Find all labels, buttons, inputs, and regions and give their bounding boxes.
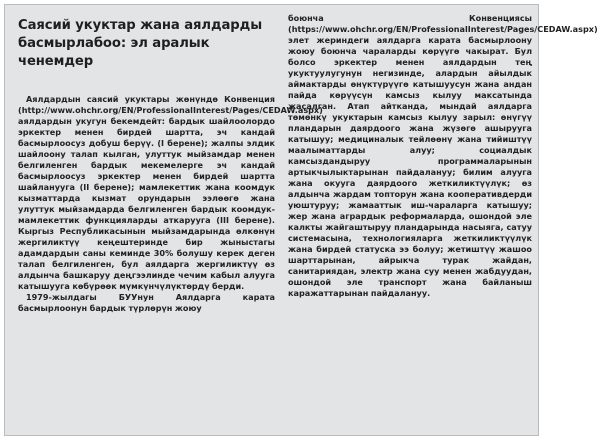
paragraph-cedaw-start: 1979-жылдагы БУУнун Аялдарга карата басмырлоонун бардык түрлөрүн жоюу (18, 292, 275, 313)
text-panel (4, 4, 598, 436)
article-body-right (288, 13, 598, 299)
paragraph-conventions: Аялдардын саясий укуктары жөнүндө Конвенция (http://www.ohchr.org/EN/ProfessionalInterest/Pages/CEDAW.aspx) аялдардын укугун бекемдейт: бардык шайлоолордо эркектер менен бирдей шартта, эч кандай басмырлоосуз добуш берүү. (I берене); жалпы элдик шайлоону талап кылган, улуттук мыйзамдар менен белгиленген бардык мекемелерге эч кандай басмырлоосуз эркектер менен бирдей шартта шайланууга (II берене); мамлекеттик жана коомдук кызматтарда кызмат орундарын ээлөөгө жана улуттук мыйзамдарда белгиленген бардык коомдук-мамлекеттик функцияларды аткарууга (III берене). Кыргыз Республикасынын мыйзамдарында өлкөнүн жергиликтүү кеңештеринде бир жыныстагы адамдардын саны кеминде 30% болушу керек деген талап белгиленген, бул аялдарга жергиликтүү өз алдынча башкаруу деңгээлинде чечим кабыл алууга катышууга көбүрөөк мүмкүнчүлүктөрдү берди. (18, 94, 323, 291)
article-title: Саясий укуктар жана аялдарды басмырлабоо: эл аралык ченемдер (18, 18, 263, 69)
left-column (18, 13, 323, 314)
right-column (288, 13, 598, 299)
paragraph-cedaw-continued: боюнча Конвенциясы (https://www.ohchr.org/EN/ProfessionalInterest/Pages/CEDAW.aspx) элет жериндеги аялдарга карата басмырлоону жоюу боюнча чараларды көрүүгө чакырат. Бул болсо эркектер менен аялдардын тең укуктуулугунун негизинде, алардын айылдык аймактарды өнүктүрүүгө катышуусун жана андан пайда көрүүсүн камсыз кылуу максатында жасалган. Атап айтканда, мындай аялдарга төмөнкү укуктарын камсыз кылуу зарыл: өнүгүү пландарын даярдоого жана жүзөгө ашырууга катышуу; медициналык тейлөөнү жана тийиштүү маалыматтарды алуу; социалдык камсыздандыруу программаларынын артыкчылыктарынан пайдалануу; билим алууга жана окууга даярдоого жеткиликтүүлүк; өз алдынча жардам топторун жана кооперативдерди уюштуруу; жамааттык иш-чараларга катышуу; жер жана агрардык реформаларда, ошондой эле калкты жайгаштыруу пландарында насыяга, сатуу системасына, технологияларга жеткиликтүүлүк жана бирдей статуска ээ болуу; жетиштүү жашоо шарттарынан, айрыкча турак жайдан, санитариядан, электр жана суу менен жабдуудан, ошондой эле транспорт жана байланыш каражаттарынан пайдалануу. (288, 13, 598, 298)
article-body-left (18, 94, 323, 314)
